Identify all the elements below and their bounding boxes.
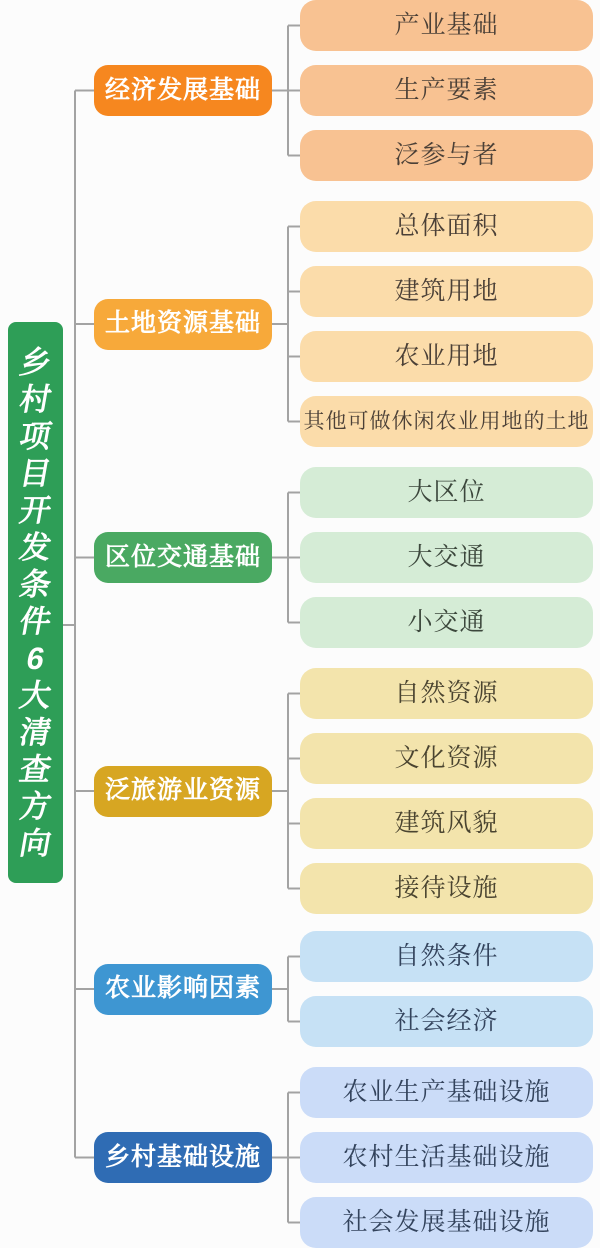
leaf-node-infrastructure-3: 社会发展基础设施 [300, 1197, 593, 1248]
root-label [8, 322, 63, 883]
root-label-char: 条 [16, 566, 55, 602]
branch-node-economy: 经济发展基础 [94, 65, 272, 116]
leaf-node-agriculture-1: 自然条件 [300, 931, 593, 982]
leaf-node-infrastructure-2: 农村生活基础设施 [300, 1132, 593, 1183]
root-label-char: 件 [16, 603, 55, 639]
leaf-node-location-traffic-1: 大区位 [300, 467, 593, 518]
leaf-node-economy-1: 产业基础 [300, 0, 593, 51]
root-label-char: 方 [16, 788, 55, 824]
leaf-node-tourism-1: 自然资源 [300, 668, 593, 719]
leaf-node-tourism-3: 建筑风貌 [300, 798, 593, 849]
leaf-node-land-2: 建筑用地 [300, 266, 593, 317]
leaf-node-tourism-2: 文化资源 [300, 733, 593, 784]
root-label-char: 查 [16, 751, 55, 787]
root-label-char: 发 [16, 529, 55, 565]
root-node [8, 322, 63, 883]
leaf-node-infrastructure-1: 农业生产基础设施 [300, 1067, 593, 1118]
leaf-node-economy-3: 泛参与者 [300, 130, 593, 181]
branch-node-agriculture: 农业影响因素 [94, 964, 272, 1015]
root-label-char: 大 [16, 677, 55, 713]
leaf-node-agriculture-2: 社会经济 [300, 996, 593, 1047]
leaf-node-land-3: 农业用地 [300, 331, 593, 382]
root-label-char: 乡 [16, 344, 55, 380]
leaf-node-location-traffic-3: 小交通 [300, 597, 593, 648]
root-label-char: 目 [16, 455, 55, 491]
leaf-node-location-traffic-2: 大交通 [300, 532, 593, 583]
branch-node-infrastructure: 乡村基础设施 [94, 1132, 272, 1183]
root-label-char: 村 [16, 381, 55, 417]
branch-node-land: 土地资源基础 [94, 299, 272, 350]
leaf-node-economy-2: 生产要素 [300, 65, 593, 116]
branch-node-location-traffic: 区位交通基础 [94, 532, 272, 583]
root-label-char: 开 [16, 492, 55, 528]
branch-node-tourism: 泛旅游业资源 [94, 766, 272, 817]
leaf-node-land-4: 其他可做休闲农业用地的土地 [300, 396, 593, 447]
root-label-char: 6 [23, 640, 48, 676]
leaf-node-land-1: 总体面积 [300, 201, 593, 252]
root-label-char: 项 [16, 418, 55, 454]
root-label-char: 清 [16, 714, 55, 750]
root-label-char: 向 [16, 825, 55, 861]
leaf-node-tourism-4: 接待设施 [300, 863, 593, 914]
